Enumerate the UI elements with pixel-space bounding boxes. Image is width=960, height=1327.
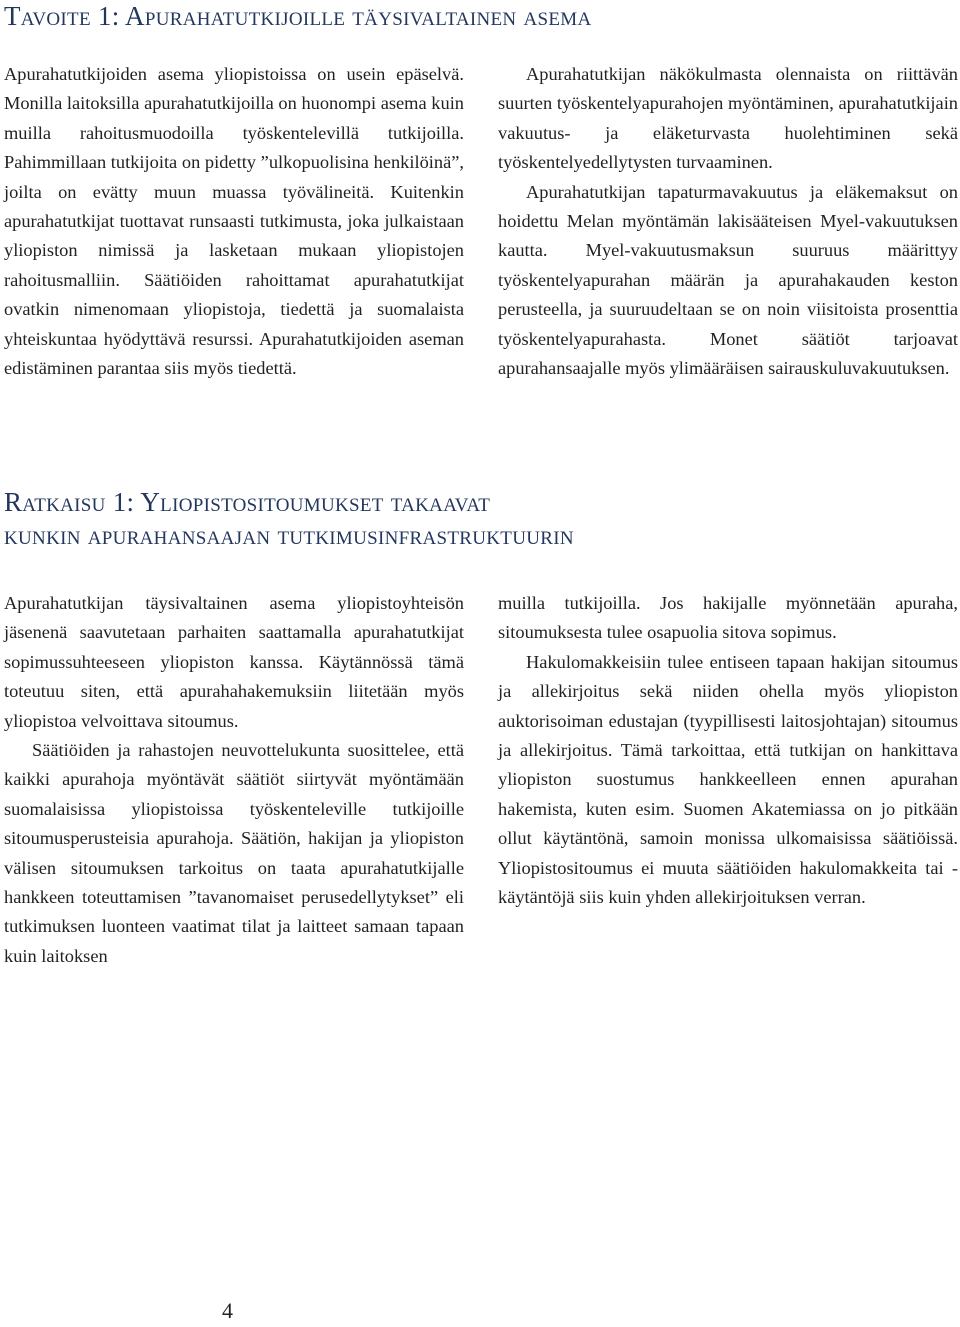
body-paragraph: Säätiöiden ja rahastojen neuvottelukunta suosittelee, että kaikki apurahoja myöntävät säätiöt siirtyvät myöntämään suomalaisissa yliopistoissa työskenteleville tutkijoille sitoumusperusteisia apurahoja. Säätiön, hakijan ja yliopiston välisen sitoumuksen tarkoitus on taata apurahatutkijalle hankkeen toteuttamisen ”tavanomaiset perusedellytykset” eli tutkimuksen luonteen vaatimat tilat ja laitteet samaan tapaan kuin laitoksen bbox=[4, 740, 464, 966]
heading-line: kunkin apurahansaajan tutkimusinfrastruktuurin bbox=[4, 520, 574, 550]
section-heading-solution bbox=[4, 486, 574, 552]
body-paragraph: Apurahatutkijan täysivaltainen asema yliopistoyhteisön jäsenenä saavutetaan parhaiten saattamalla apurahatutkijat sopimussuhteeseen yliopiston kanssa. Käytännössä tämä toteutuu siten, että apurahahakemuksiin liitetään myös yliopistoa velvoittava sitoumus. bbox=[4, 593, 464, 731]
body-paragraph: Apurahatutkijan näkökulmasta olennaista on riittävän suurten työskentelyapurahojen myöntäminen, apurahatutkijain vakuutus- ja eläketurvasta huolehtiminen sekä työskentelyedellytysten turvaaminen. bbox=[498, 64, 958, 173]
section2-right-column bbox=[498, 589, 958, 912]
section-heading-goal: Tavoite 1: Apurahatutkijoille täysivaltainen asema bbox=[4, 1, 592, 31]
body-paragraph: muilla tutkijoilla. Jos hakijalle myönnetään apuraha, sitoumuksesta tulee osapuolia sitova sopimus. bbox=[498, 593, 958, 643]
section2-left-column bbox=[4, 589, 464, 971]
body-paragraph: Apurahatutkijoiden asema yliopistoissa on usein epäselvä. Monilla laitoksilla apurahatutkijoilla on huonompi asema kuin muilla rahoitusmuodoilla työskentelevillä tutkijoilla. Pahimmillaan tutkijoita on pidetty ”ulkopuolisina henkilöinä”, joilta on evätty muun muassa työvälineitä. Kuitenkin apurahatutkijat tuottavat runsaasti tutkimusta, joka julkaistaan yliopiston nimissä ja lasketaan mukaan yliopistojen rahoitusmalliin. Säätiöiden rahoittamat apurahatutkijat ovatkin nimenomaan yliopistoja, tiedettä ja suomalaista yhteiskuntaa hyödyttävä resurssi. Apurahatutkijoiden aseman edistäminen parantaa siis myös tiedettä. bbox=[4, 64, 464, 379]
section1-right-column bbox=[498, 60, 958, 383]
heading-line: Ratkaisu 1: Yliopistositoumukset takaavat bbox=[4, 487, 491, 517]
body-paragraph: Apurahatutkijan tapaturmavakuutus ja eläkemaksut on hoidettu Melan myöntämän lakisääteisen Myel-vakuutuksen kautta. Myel-vakuutusmaksun suuruus määrittyy työskentelyapurahan määrän ja apurahakauden keston perusteella, ja suuruudeltaan se on noin viisitoista prosenttia työskentelyapurahasta. Monet säätiöt tarjoavat apurahansaajalle myös ylimääräisen sairauskuluvakuutuksen. bbox=[498, 181, 958, 379]
page-number: 4 bbox=[222, 1298, 233, 1323]
section1-left-column bbox=[4, 60, 464, 383]
body-paragraph: Hakulomakkeisiin tulee entiseen tapaan hakijan sitoumus ja allekirjoitus sekä niiden ohella myös yliopiston auktorisoiman edustajan (tyypillisesti laitosjohtajan) sitoumus ja allekirjoitus. Tämä tarkoittaa, että tutkijan on hankittava yliopiston suostumus hankkeelleen ennen apurahan hakemista, kuten esim. Suomen Akatemiassa on jo pitkään ollut käytäntönä, samoin monissa ulkomaisissa säätiöissä. Yliopistositoumus ei muuta säätiöiden hakulomakkeita tai -käytäntöjä siis kuin yhden allekirjoituksen verran. bbox=[498, 651, 958, 908]
